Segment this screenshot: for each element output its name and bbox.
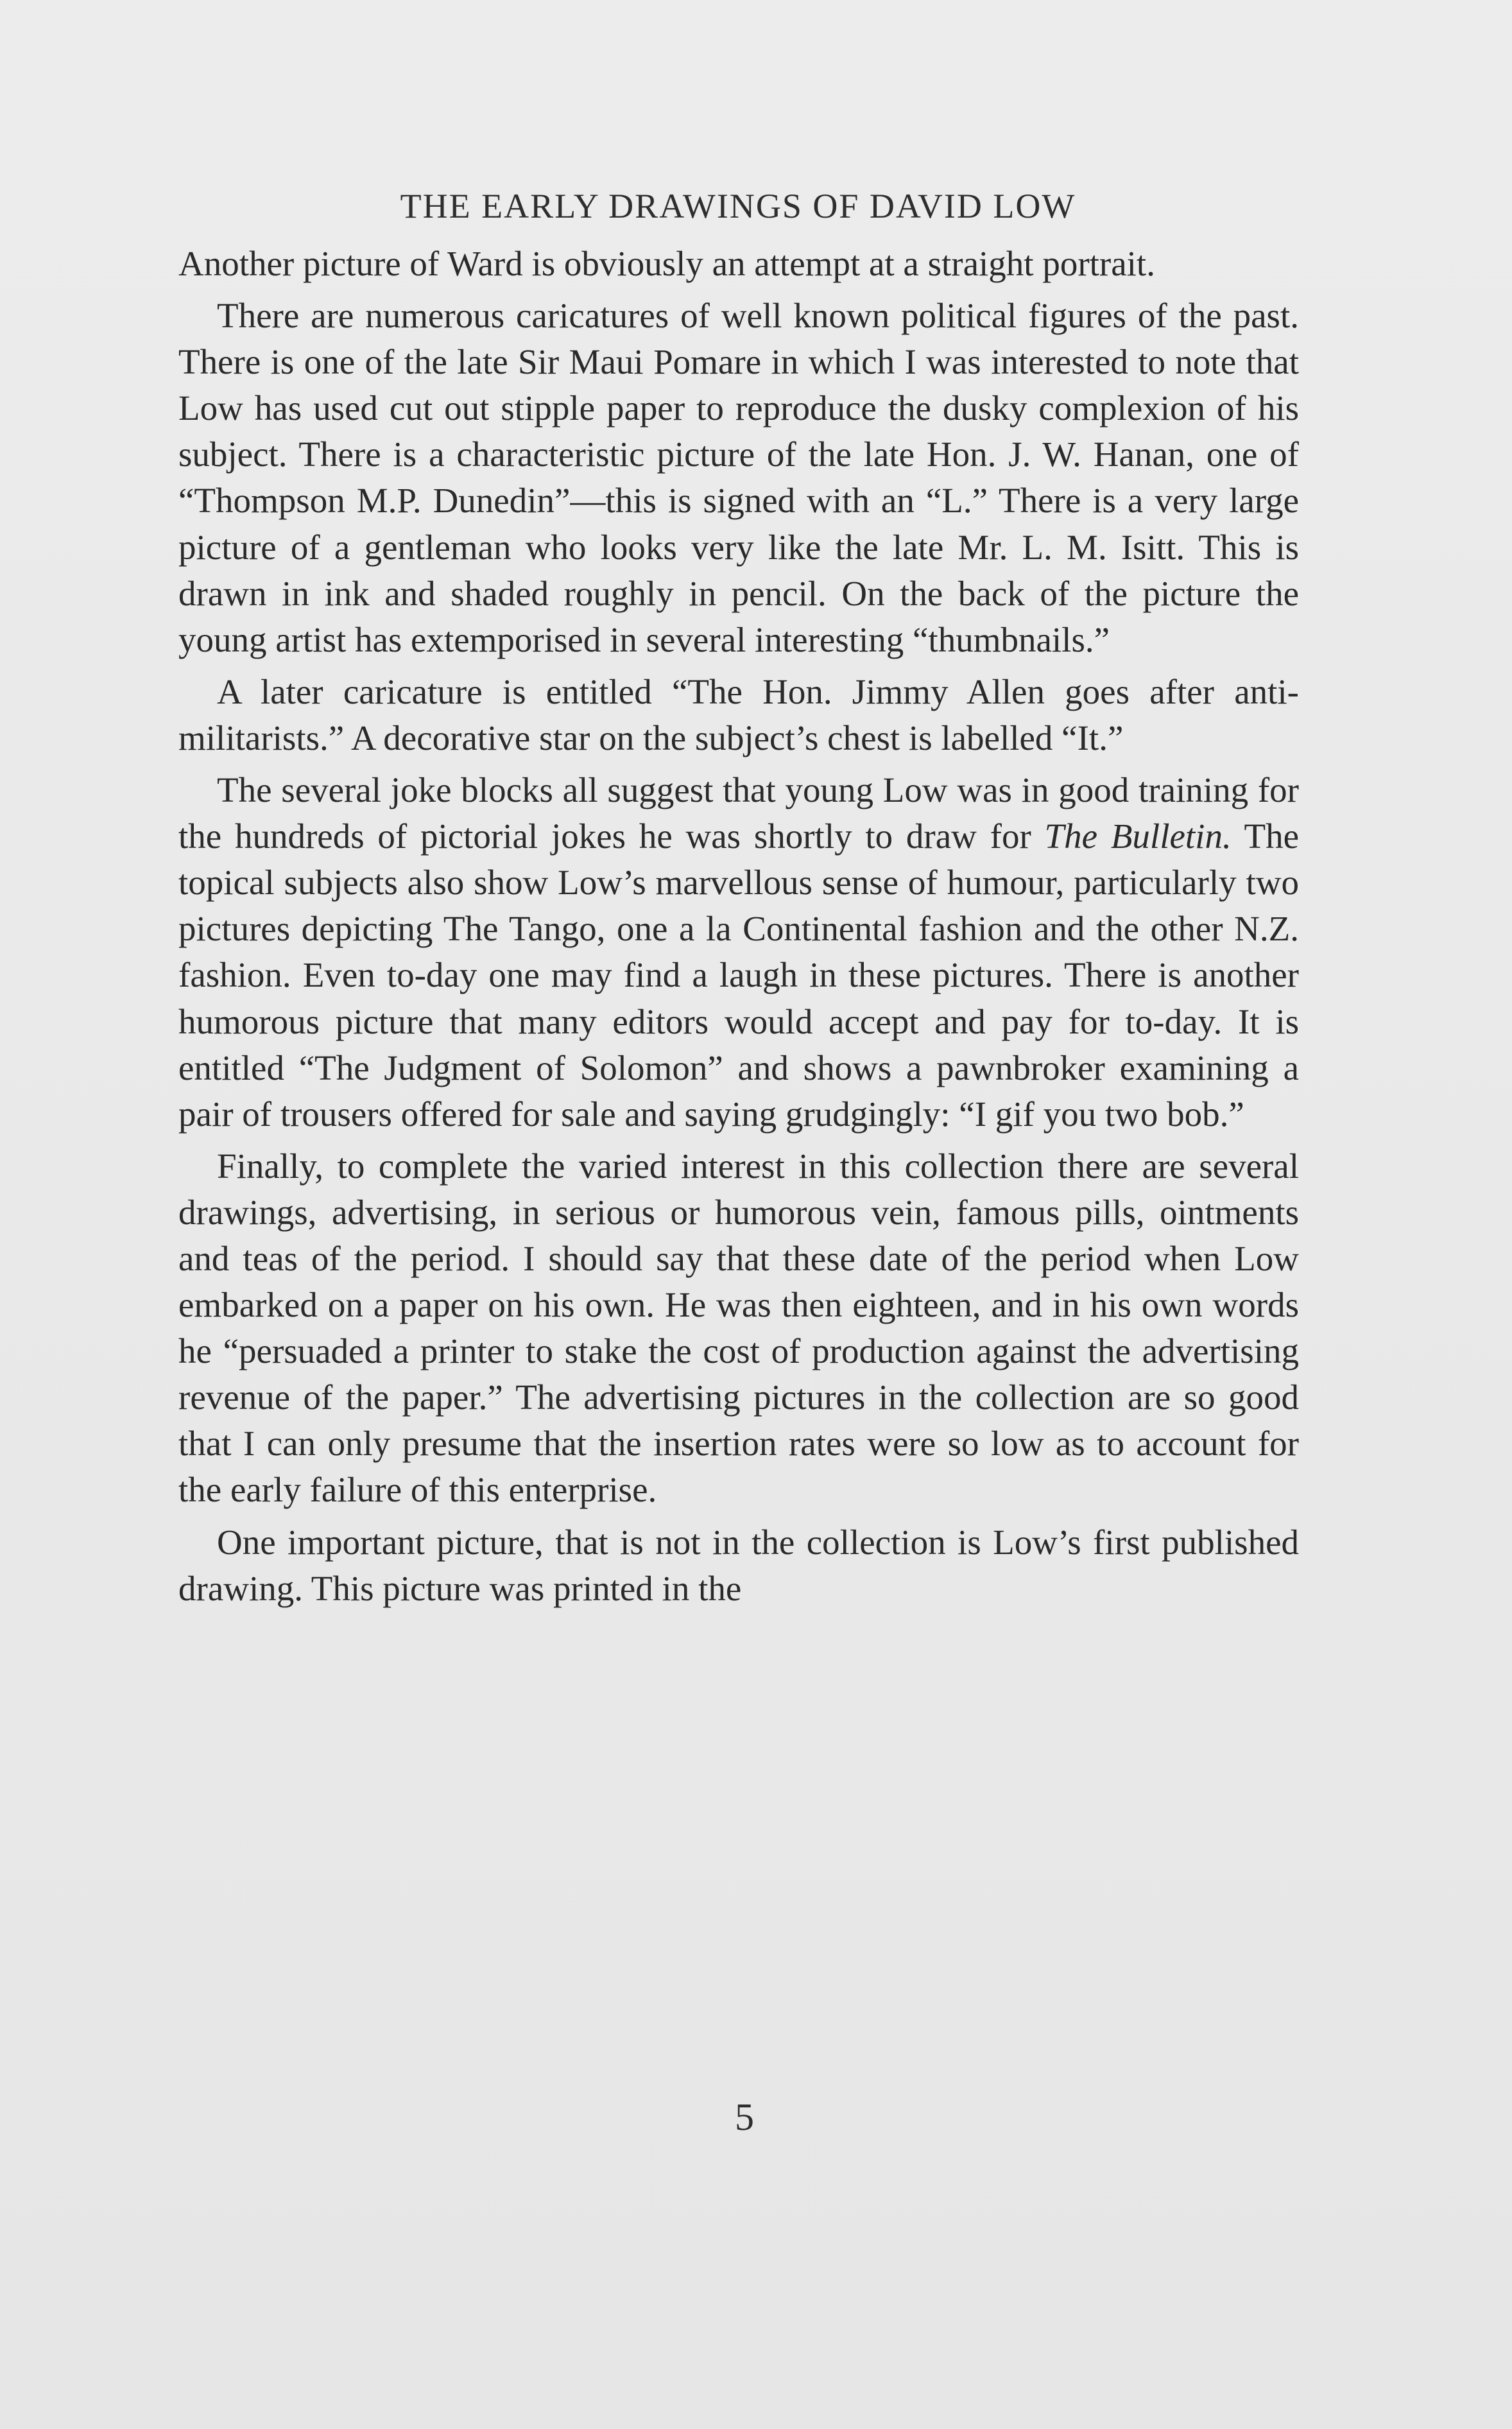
- paragraph-3: A later caricature is entitled “The Hon. Jimmy Allen goes after anti-militarists.” A decorative star on the subject’s chest is labelled “It.”: [178, 671, 1299, 757]
- body-text: [178, 241, 1299, 1612]
- paragraph-1: Another picture of Ward is obviously an attempt at a straight portrait.: [178, 244, 1155, 283]
- paragraph-6: One important picture, that is not in the collection is Low’s first published drawing. This picture was printed in the: [178, 1522, 1299, 1608]
- publication-title: The Bulletin.: [1044, 817, 1232, 856]
- running-head: THE EARLY DRAWINGS OF DAVID LOW: [400, 187, 1076, 225]
- page-number: 5: [735, 2096, 754, 2138]
- paragraph-2: There are numerous caricatures of well known political figures of the past. There is one of the late Sir Maui Pomare in which I was interested to note that Low has used cut out stipple paper to reproduce the dusky complexion of his subject. There is a characteristic picture of the late Hon. J. W. Hanan, one of “Thompson M.P. Dunedin”—this is signed with an “L.” There is a very large picture of a gentleman who looks very like the late Mr. L. M. Isitt. This is drawn in ink and shaded roughly in pencil. On the back of the picture the young artist has extemporised in several interesting “thumbnails.”: [178, 296, 1299, 659]
- paragraph-4: [178, 767, 1299, 1137]
- paragraph-4-text-after: The topical subjects also show Low’s marvellous sense of humour, particularly two pictures depicting The Tango, one a la Continental fashion and the other N.Z. fashion. Even to-day one may find a laugh in these pictures. There is another humorous picture that many editors would accept and pay for to-day. It is entitled “The Judgment of Solomon” and shows a pawnbroker examining a pair of trousers offered for sale and saying grudgingly: “I gif you two bob.”: [178, 817, 1299, 1134]
- paragraph-4-text-before: The several joke blocks all suggest that young Low was in good training for the hundreds of pictorial jokes he was shortly to draw for: [178, 770, 1299, 856]
- paragraph-5: Finally, to complete the varied interest in this collection there are several drawings, advertising, in serious or humorous vein, famous pills, ointments and teas of the period. I should say that these date of the period when Low embarked on a paper on his own. He was then eighteen, and in his own words he “persuaded a printer to stake the cost of production against the advertising revenue of the paper.” The advertising pictures in the collection are so good that I can only presume that the insertion rates were so low as to account for the early failure of this enterprise.: [178, 1146, 1299, 1510]
